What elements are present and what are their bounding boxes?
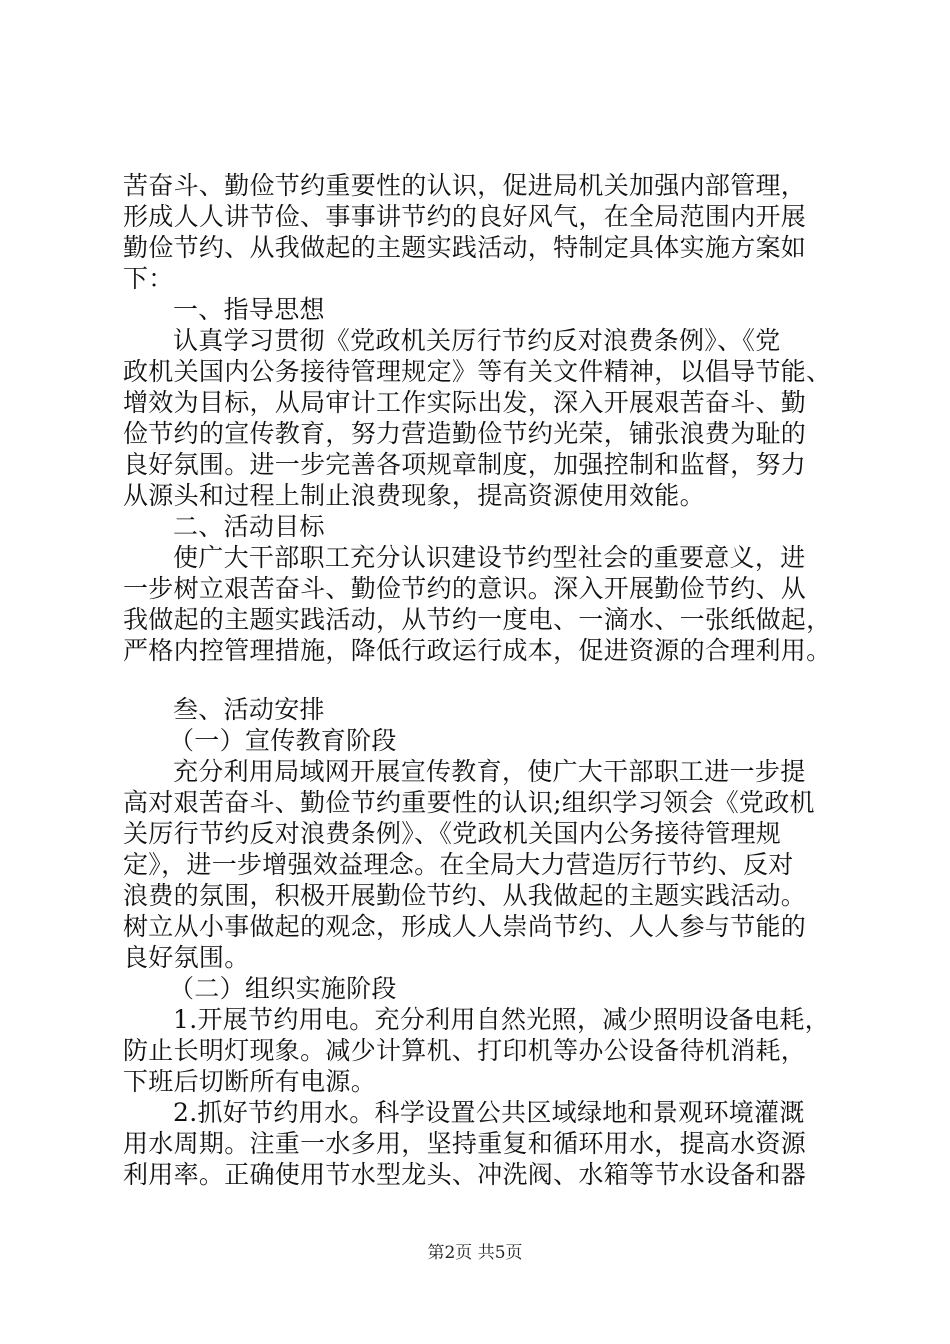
paragraph-line: 严格内控管理措施，降低行政运行成本，促进资源的合理利用。 bbox=[123, 636, 832, 665]
paragraph-line: 定》，进一步增强效益理念。在全局大力营造厉行节约、反对 bbox=[123, 850, 794, 879]
paragraph-line: 下： bbox=[123, 264, 174, 293]
paragraph-line: 利用率。正确使用节水型龙头、冲洗阀、水箱等节水设备和器 bbox=[123, 1160, 807, 1189]
paragraph-line: 我做起的主题实践活动，从节约一度电、一滴水、一张纸做起， bbox=[123, 605, 832, 634]
paragraph-line: 良好氛围。进一步完善各项规章制度，加强控制和监督，努力 bbox=[123, 450, 807, 479]
paragraph-line: 2.抓好节约用水。科学设置公共区域绿地和景观环境灌溉 bbox=[173, 1098, 805, 1127]
paragraph-line: 苦奋斗、勤俭节约重要性的认识，促进局机关加强内部管理， bbox=[123, 171, 807, 200]
section-heading-activity-goal: 二、活动目标 bbox=[173, 512, 325, 541]
paragraph-line: 增效为目标，从局审计工作实际出发，深入开展艰苦奋斗、勤 bbox=[123, 388, 807, 417]
paragraph-line: 树立从小事做起的观念，形成人人崇尚节约、人人参与节能的 bbox=[123, 912, 807, 941]
paragraph-line: 从源头和过程上制止浪费现象，提高资源使用效能。 bbox=[123, 481, 705, 510]
paragraph-line: 浪费的氛围，积极开展勤俭节约、从我做起的主题实践活动。 bbox=[123, 881, 807, 910]
paragraph-gap bbox=[123, 666, 835, 694]
paragraph-line: 认真学习贯彻《党政机关厉行节约反对浪费条例》、《党 bbox=[173, 326, 781, 355]
paragraph-line: 充分利用局域网开展宣传教育，使广大干部职工进一步提 bbox=[173, 757, 806, 786]
paragraph-line: 使广大干部职工充分认识建设节约型社会的重要意义，进 bbox=[173, 543, 806, 572]
paragraph-line: 防止长明灯现象。减少计算机、打印机等办公设备待机消耗， bbox=[123, 1036, 807, 1065]
subsection-heading-implementation-stage: （二）组织实施阶段 bbox=[169, 974, 397, 1003]
paragraph-line: 下班后切断所有电源。 bbox=[123, 1067, 377, 1096]
paragraph-line: 勤俭节约、从我做起的主题实践活动，特制定具体实施方案如 bbox=[123, 233, 807, 262]
paragraph-line: 高对艰苦奋斗、勤俭节约重要性的认识;组织学习领会《党政机 bbox=[123, 788, 815, 817]
paragraph-line: 用水周期。注重一水多用，坚持重复和循环用水，提高水资源 bbox=[123, 1129, 807, 1158]
paragraph-line: 关厉行节约反对浪费条例》、《党政机关国内公务接待管理规 bbox=[123, 819, 782, 848]
paragraph-line: 良好氛围。 bbox=[123, 943, 250, 972]
paragraph-line: 形成人人讲节俭、事事讲节约的良好风气，在全局范围内开展 bbox=[123, 202, 807, 231]
subsection-heading-publicity-stage: （一）宣传教育阶段 bbox=[169, 726, 397, 755]
section-heading-activity-arrangement: 叁、活动安排 bbox=[173, 695, 325, 724]
paragraph-line: 政机关国内公务接待管理规定》等有关文件精神，以倡导节能、 bbox=[123, 357, 832, 386]
page-number-footer: 第2页 共5页 bbox=[427, 1243, 523, 1263]
paragraph-line: 一步树立艰苦奋斗、勤俭节约的意识。深入开展勤俭节约、从 bbox=[123, 574, 807, 603]
document-body bbox=[123, 170, 835, 1190]
paragraph-line: 1.开展节约用电。充分利用自然光照，减少照明设备电耗， bbox=[173, 1005, 830, 1034]
section-heading-guiding-thought: 一、指导思想 bbox=[173, 295, 325, 324]
paragraph-line: 俭节约的宣传教育，努力营造勤俭节约光荣，铺张浪费为耻的 bbox=[123, 419, 807, 448]
